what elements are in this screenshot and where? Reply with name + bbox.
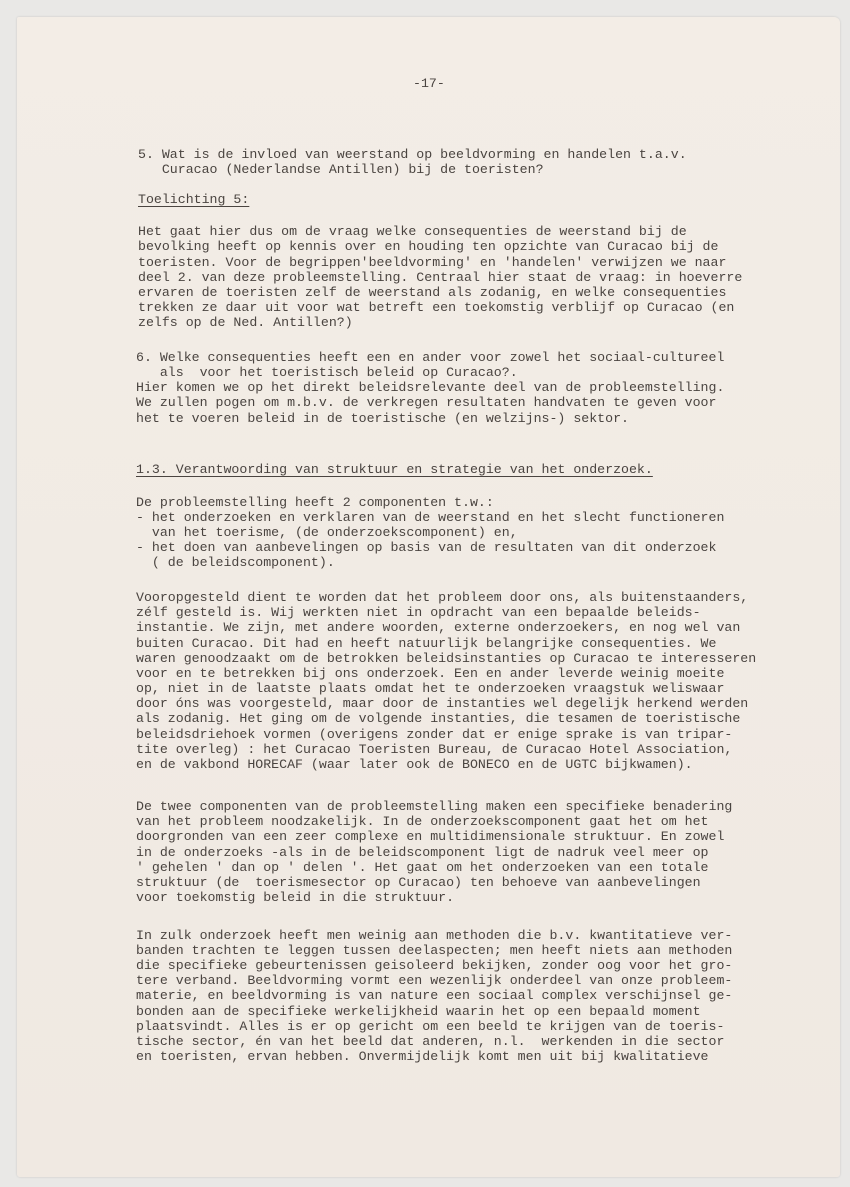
section-paragraph-line: die specifieke gebeurtenissen geisoleerd bekijken, zonder oog voor het gro-: [136, 958, 733, 973]
section-paragraph-line: buiten Curacao. Dit had en heeft natuurlijk belangrijke consequenties. We: [136, 636, 717, 651]
section-paragraph-line: De probleemstelling heeft 2 componenten t.w.:: [136, 495, 494, 510]
section-paragraph-line: voor en te betrekken bij ons onderzoek. Een en ander leverde weinig moeite: [136, 666, 725, 681]
toelichting-5-heading: Toelichting 5:: [138, 192, 250, 207]
section-paragraph-line: bonden aan de specifieke werkelijkheid waarin het op een bepaald moment: [136, 1004, 701, 1019]
section-paragraph-line: in de onderzoeks -als in de beleidscomponent ligt de nadruk veel meer op: [136, 845, 709, 860]
section-paragraph-line: De twee componenten van de probleemstelling maken een specifieke benadering: [136, 799, 733, 814]
section-paragraph-line: en de vakbond HORECAF (waar later ook de BONECO en de UGTC bijkwamen).: [136, 757, 693, 772]
section-paragraph-line: doorgronden van een zeer complexe en multidimensionale struktuur. En zowel: [136, 829, 725, 844]
list-item: - het doen van aanbevelingen op basis van de resultaten van dit onderzoek: [136, 540, 717, 555]
section-paragraph-line: waren genoodzaakt om de betrokken beleidsinstanties op Curacao te interesseren: [136, 651, 757, 666]
question-6-explanation: Hier komen we op het direkt beleidsrelevante deel van de probleemstelling.: [136, 380, 725, 395]
section-1-3-heading: 1.3. Verantwoording van struktuur en strategie van het onderzoek.: [136, 462, 653, 477]
section-paragraph-line: tere verband. Beeldvorming vormt een wezenlijk onderdeel van onze probleem-: [136, 973, 733, 988]
page-number: -17-: [413, 76, 445, 91]
section-paragraph-line: beleidsdriehoek vormen (overigens zonder dat er enige sprake is van tripar-: [136, 727, 733, 742]
section-paragraph-line: als zodanig. Het ging om de volgende instanties, die tesamen de toeristische: [136, 711, 741, 726]
toelichting-5-line: deel 2. van deze probleemstelling. Centraal hier staat de vraag: in hoeverre: [138, 270, 743, 285]
question-6-line-1: 6. Welke consequenties heeft een en ander voor zowel het sociaal-cultureel: [136, 350, 725, 365]
toelichting-5-line: zelfs op de Ned. Antillen?): [138, 315, 353, 330]
question-6-line-2: als voor het toeristisch beleid op Curacao?.: [136, 365, 518, 380]
toelichting-5-line: Het gaat hier dus om de vraag welke consequenties de weerstand bij de: [138, 224, 687, 239]
section-paragraph-line: In zulk onderzoek heeft men weinig aan methoden die b.v. kwantitatieve ver-: [136, 928, 733, 943]
question-6-explanation: het te voeren beleid in de toeristische (en welzijns-) sektor.: [136, 411, 629, 426]
section-paragraph-line: plaatsvindt. Alles is er op gericht om een beeld te krijgen van de toeris-: [136, 1019, 725, 1034]
section-paragraph-line: door óns was voorgesteld, maar door de instanties wel degelijk herkend werden: [136, 696, 749, 711]
question-5-line-2: Curacao (Nederlandse Antillen) bij de toeristen?: [138, 162, 544, 177]
section-paragraph-line: voor toekomstig beleid in die struktuur.: [136, 890, 455, 905]
section-paragraph-line: op, niet in de laatste plaats omdat het te onderzoeken vraagstuk weliswaar: [136, 681, 725, 696]
list-item: ( de beleidscomponent).: [136, 555, 335, 570]
section-paragraph-line: en toeristen, ervan hebben. Onvermijdelijk komt men uit bij kwalitatieve: [136, 1049, 709, 1064]
section-paragraph-line: banden trachten te leggen tussen deelaspecten; men heeft niets aan methoden: [136, 943, 733, 958]
section-paragraph-line: struktuur (de toerismesector op Curacao) ten behoeve van aanbevelingen: [136, 875, 701, 890]
section-paragraph-line: ' gehelen ' dan op ' delen '. Het gaat om het onderzoeken van een totale: [136, 860, 709, 875]
list-item: - het onderzoeken en verklaren van de weerstand en het slecht functioneren: [136, 510, 725, 525]
toelichting-5-line: trekken ze daar uit voor wat betreft een toekomstig verblijf op Curacao (en: [138, 300, 735, 315]
section-paragraph-line: tische sector, én van het beeld dat anderen, n.l. werkenden in die sector: [136, 1034, 725, 1049]
section-paragraph-line: tite overleg) : het Curacao Toeristen Bureau, de Curacao Hotel Association,: [136, 742, 733, 757]
section-paragraph-line: van het probleem noodzakelijk. In de onderzoekscomponent gaat het om het: [136, 814, 709, 829]
section-paragraph-line: Vooropgesteld dient te worden dat het probleem door ons, als buitenstaanders,: [136, 590, 749, 605]
section-paragraph-line: zélf gesteld is. Wij werkten niet in opdracht van een bepaalde beleids-: [136, 605, 701, 620]
toelichting-5-line: toeristen. Voor de begrippen'beeldvorming' en 'handelen' verwijzen we naar: [138, 255, 727, 270]
list-item: van het toerisme, (de onderzoekscomponent) en,: [136, 525, 518, 540]
section-paragraph-line: instantie. We zijn, met andere woorden, externe onderzoekers, en nog wel van: [136, 620, 741, 635]
toelichting-5-line: bevolking heeft op kennis over en houding ten opzichte van Curacao bij de: [138, 239, 719, 254]
toelichting-5-line: ervaren de toeristen zelf de weerstand als zodanig, en welke consequenties: [138, 285, 727, 300]
section-paragraph-line: materie, en beeldvorming is van nature een sociaal complex verschijnsel ge-: [136, 988, 733, 1003]
question-6-explanation: We zullen pogen om m.b.v. de verkregen resultaten handvaten te geven voor: [136, 395, 717, 410]
question-5-line-1: 5. Wat is de invloed van weerstand op beeldvorming en handelen t.a.v.: [138, 147, 687, 162]
